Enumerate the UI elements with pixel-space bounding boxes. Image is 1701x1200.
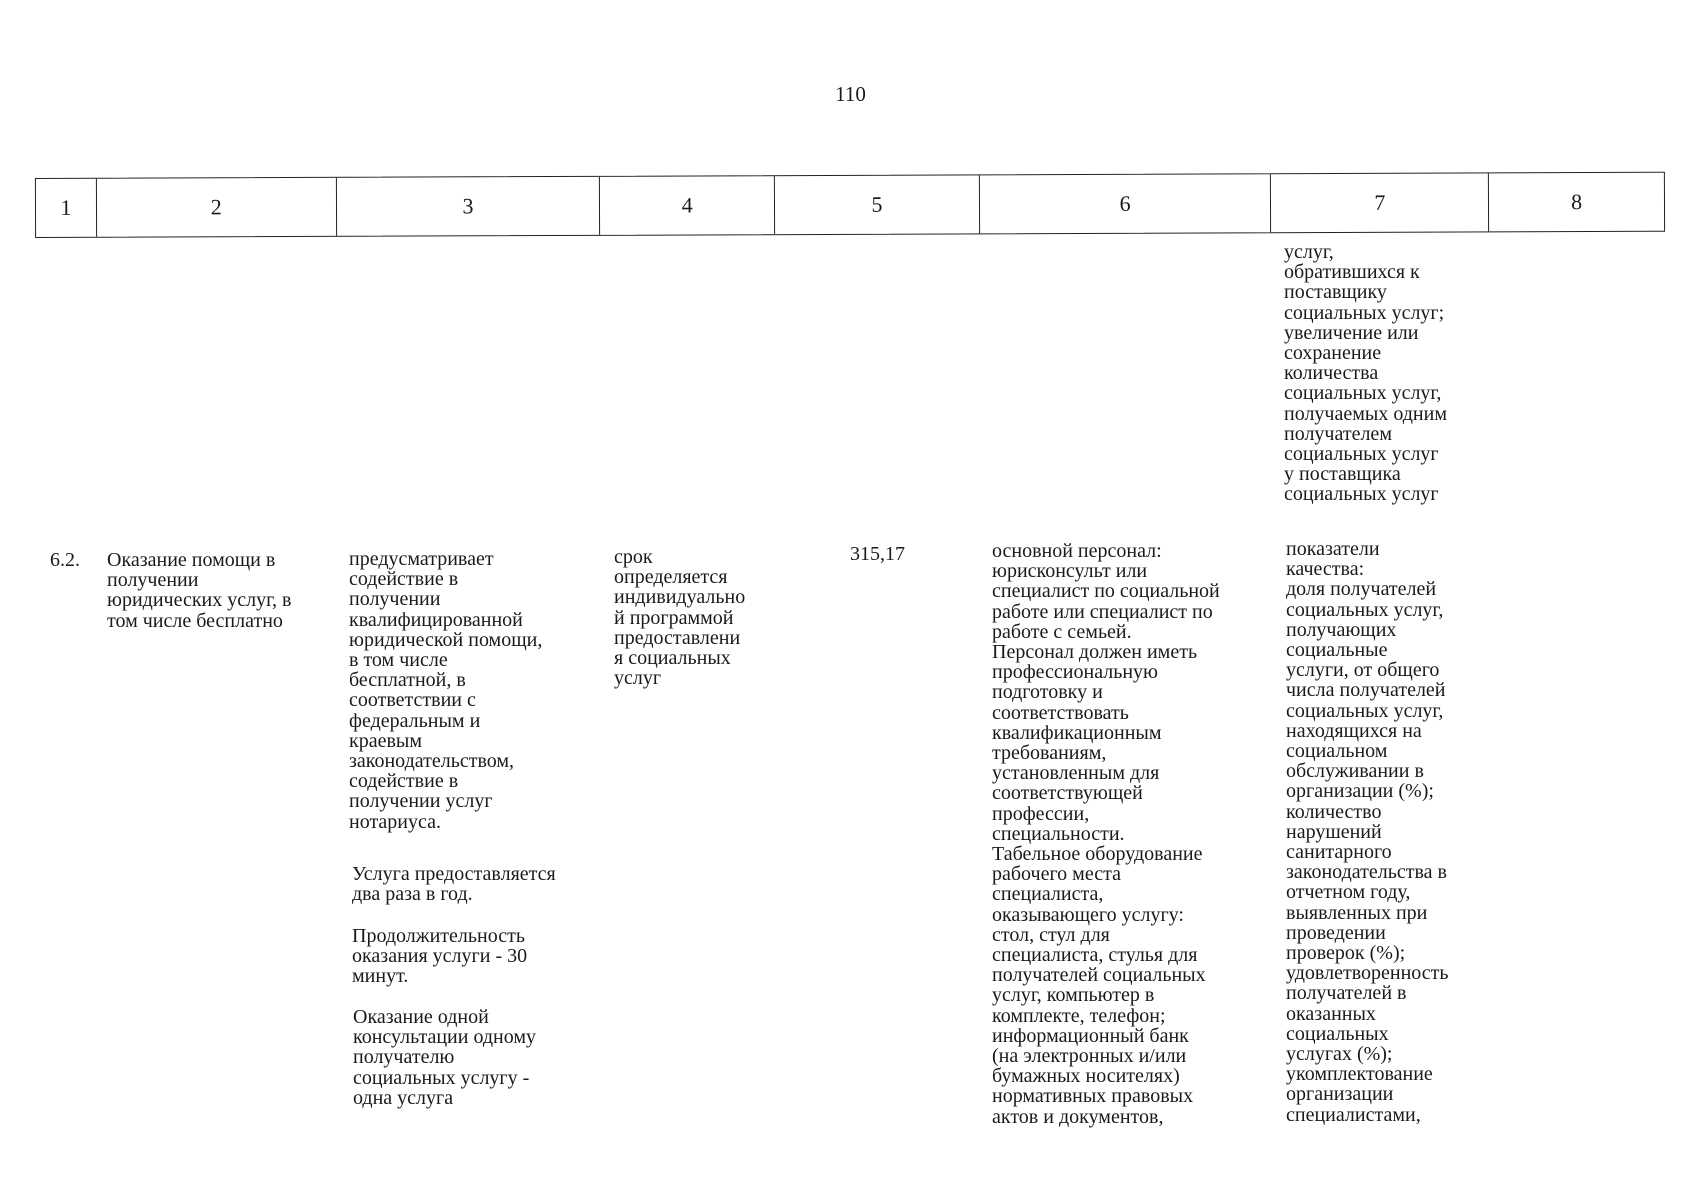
row-number: 6.2. — [50, 549, 80, 571]
quality-indicators: показатели качества: доля получателей социальных услуг, получающих социальные услуги, от общего числа получателей социальных услуг, находящихся на социальном обслуживании в организации (%); количество нарушений санитарного законодательства в отчетном году, выявленных при проведении проверок (%); удовлетворенность получателей в оказанных социальных услугах (%); укомплектование организации специалистами, — [1286, 538, 1449, 1126]
column-header-3: 3 — [337, 177, 601, 236]
service-name: Оказание помощи в получении юридических услуг, в том числе бесплатно — [107, 549, 292, 632]
column-header-7: 7 — [1271, 173, 1489, 232]
column-header-8: 8 — [1571, 189, 1583, 215]
column-header-4: 4 — [600, 176, 775, 235]
service-duration: Продолжительность оказания услуги - 30 минут. — [352, 925, 528, 988]
service-description: предусматривает содействие в получении квалифицированной юридической помощи, в том числе бесплатной, в соответствии с федеральным и краевым законодательством, содействие в получении услуг нотариуса. — [349, 548, 543, 833]
column-header-1: 1 — [36, 179, 97, 237]
column-header-2: 2 — [97, 178, 337, 237]
service-tariff: 315,17 — [850, 543, 905, 565]
service-frequency: Услуга предоставляется два раза в год. — [352, 863, 556, 906]
service-term: срок определяется индивидуально й программой предоставлени я социальных услуг — [614, 546, 746, 690]
column-header-6: 6 — [980, 174, 1272, 233]
service-conditions: основной персонал: юрисконсульт или специалист по социальной работе или специалист по работе с семьей. Персонал должен иметь профессиональную подготовку и соответствовать квалификационным требованиям, установленным для соответствующей профессии, специальности. Табельное оборудование рабочего места специалиста, оказывающего услугу: стол, стул для специалиста, стулья для получателей социальных услуг, компьютер в комплекте, телефон; информационный банк (на электронных и/или бумажных носителях) нормативных правовых актов и документов, — [992, 540, 1220, 1128]
table-header-row — [35, 172, 1665, 238]
column-header-5: 5 — [775, 175, 980, 234]
service-unit: Оказание одной консультации одному получателю социальных услугу - одна услуга — [353, 1006, 537, 1109]
continuation-col7-text: услуг, обратившихся к поставщику социальных услуг; увеличение или сохранение количества социальных услуг, получаемых одним получателем социальных услуг у поставщика социальных услуг — [1284, 241, 1447, 506]
page-number: 110 — [835, 82, 866, 106]
